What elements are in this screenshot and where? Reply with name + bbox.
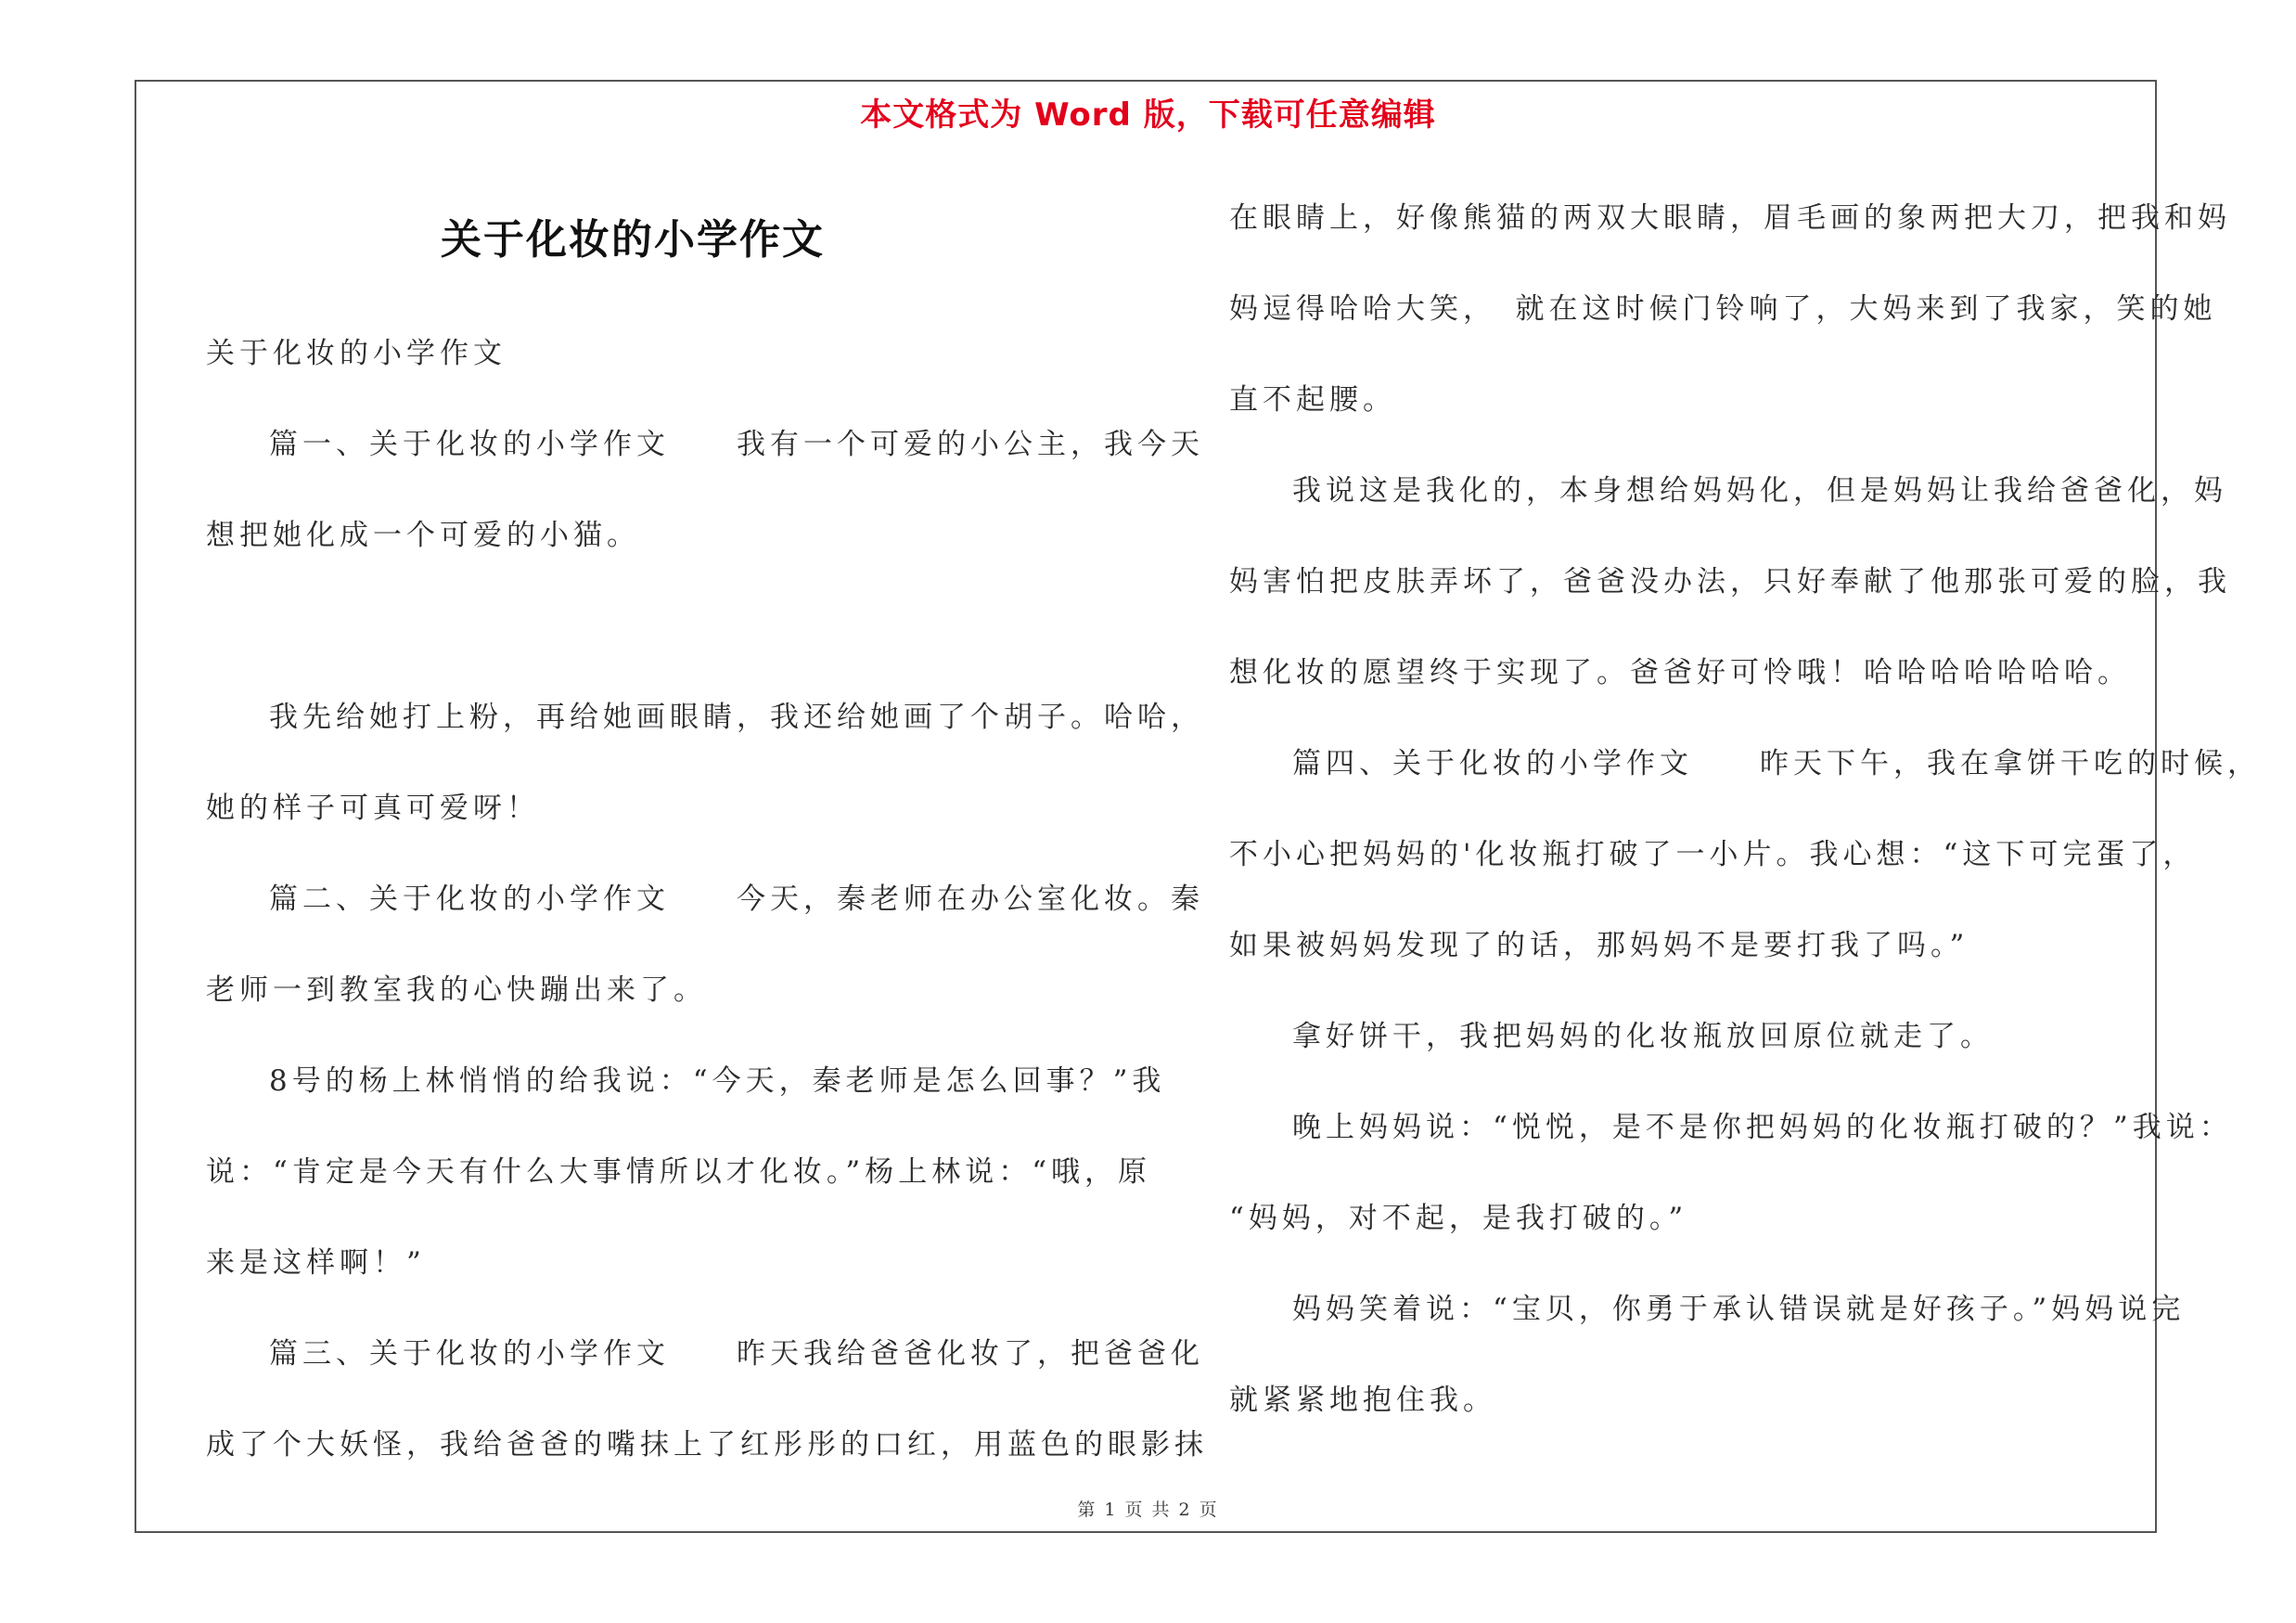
paragraph-line: 妈逗得哈哈大笑， 就在这时候门铃响了，大妈来到了我家，笑的她 bbox=[1229, 292, 2217, 326]
paragraph-line: 直不起腰。 bbox=[1229, 383, 1396, 417]
paragraph-line: 如果被妈妈发现了的话，那妈妈不是要打我了吗。” bbox=[1229, 929, 1969, 962]
paragraph-line: 妈害怕把皮肤弄坏了，爸爸没办法，只好奉献了他那张可爱的脸，我 bbox=[1229, 565, 2231, 599]
paragraph-line: 妈妈笑着说：“宝贝，你勇于承认错误就是好孩子。”妈妈说完 bbox=[1292, 1293, 2186, 1326]
paragraph-line: 我说这是我化的，本身想给妈妈化，但是妈妈让我给爸爸化，妈 bbox=[1292, 474, 2227, 508]
paragraph-line: 篇四、关于化妆的小学作文 昨天下午，我在拿饼干吃的时候， bbox=[1292, 747, 2261, 780]
paragraph-line: 不小心把妈妈的'化妆瓶打破了一小片。我心想：“这下可完蛋了， bbox=[1229, 838, 2197, 871]
paragraph-line: “妈妈，对不起，是我打破的。” bbox=[1229, 1202, 1688, 1235]
paragraph-line: 篇一、关于化妆的小学作文 我有一个可爱的小公主，我今天 bbox=[269, 428, 1204, 461]
paragraph-line: 她的样子可真可爱呀！ bbox=[206, 792, 540, 825]
paragraph-line: 我先给她打上粉，再给她画眼睛，我还给她画了个胡子。哈哈， bbox=[269, 701, 1204, 734]
paragraph-line: 成了个大妖怪，我给爸爸的嘴抹上了红彤彤的口红，用蓝色的眼影抹 bbox=[206, 1428, 1208, 1462]
paragraph-line: 就紧紧地抱住我。 bbox=[1229, 1384, 1496, 1417]
paragraph-line: 晚上妈妈说：“悦悦，是不是你把妈妈的化妆瓶打破的？”我说： bbox=[1292, 1111, 2233, 1144]
paragraph-line: 老师一到教室我的心快蹦出来了。 bbox=[206, 973, 707, 1007]
paragraph-line: 关于化妆的小学作文 bbox=[206, 337, 507, 370]
paragraph-line: 篇三、关于化妆的小学作文 昨天我给爸爸化妆了，把爸爸化 bbox=[269, 1337, 1204, 1371]
paragraph-line: 想把她化成一个可爱的小猫。 bbox=[206, 519, 640, 552]
format-banner: 本文格式为 Word 版，下载可任意编辑 bbox=[860, 97, 1436, 134]
paragraph-line: 拿好饼干，我把妈妈的化妆瓶放回原位就走了。 bbox=[1292, 1020, 1994, 1053]
paragraph-line: 篇二、关于化妆的小学作文 今天，秦老师在办公室化妆。秦 bbox=[269, 882, 1204, 916]
paragraph-line: 8号的杨上林悄悄的给我说：“今天，秦老师是怎么回事？”我 bbox=[269, 1064, 1166, 1098]
paragraph-line: 说：“肯定是今天有什么大事情所以才化妆。”杨上林说：“哦，原 bbox=[206, 1155, 1152, 1189]
document-title: 关于化妆的小学作文 bbox=[441, 216, 825, 264]
paragraph-line: 想化妆的愿望终于实现了。爸爸好可怜哦！哈哈哈哈哈哈哈。 bbox=[1229, 656, 2131, 689]
paragraph-line: 在眼睛上，好像熊猫的两双大眼睛，眉毛画的象两把大刀，把我和妈 bbox=[1229, 201, 2231, 235]
paragraph-line: 来是这样啊！” bbox=[206, 1246, 426, 1280]
page-number-footer: 第 1 页 共 2 页 bbox=[1077, 1500, 1219, 1520]
